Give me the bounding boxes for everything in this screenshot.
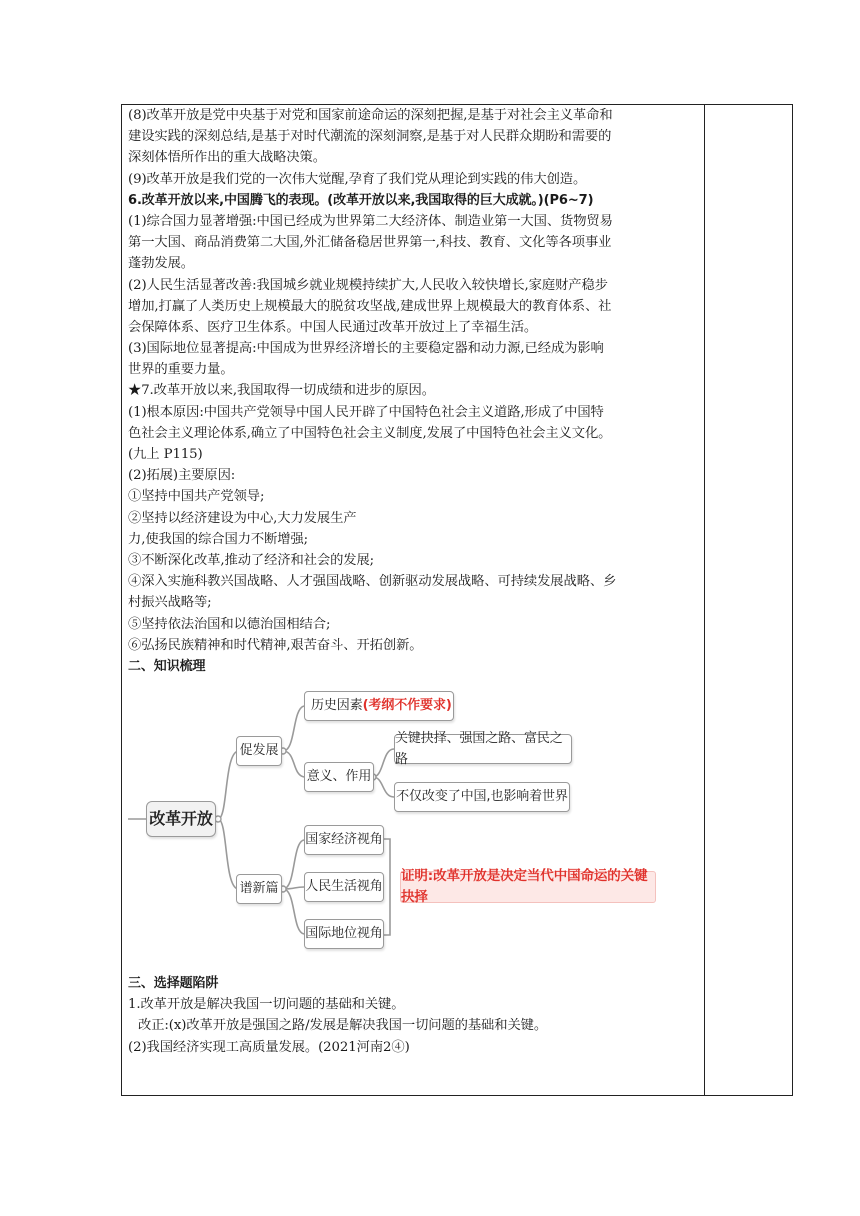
text-line: (2)人民生活显著改善:我国城乡就业规模持续扩大,人民收入较快增长,家庭财产稳步 xyxy=(128,277,608,293)
text-line: (3)国际地位显著提高:中国成为世界经济增长的主要稳定器和动力源,已经成为影响 xyxy=(128,341,604,357)
text-line: 建设实践的深刻总结,是基于对时代潮流的深刻洞察,是基于对人民群众期盼和需要的 xyxy=(128,129,612,145)
text-line: 会保障体系、医疗卫生体系。中国人民通过改革开放过上了幸福生活。 xyxy=(128,319,538,335)
heading-6: 6.改革开放以来,中国腾飞的表现。(改革开放以来,我国取得的巨大成就。)(P6~7) xyxy=(128,192,594,208)
mindmap-branch-new-chapter: 谱新篇 xyxy=(236,874,282,904)
text-line: 1.改革开放是解决我国一切问题的基础和关键。 xyxy=(128,997,405,1013)
mindmap-root: 改革开放 xyxy=(146,801,216,837)
text-line: 第一大国、商品消费第二大国,外汇储备稳居世界第一,科技、教育、文化等各项事业 xyxy=(128,235,612,251)
text-line: 改正:(x)改革开放是强国之路/发展是解决我国一切问题的基础和关键。 xyxy=(138,1018,548,1034)
mindmap-history-node xyxy=(304,691,454,721)
history-label: 历史因素 xyxy=(311,698,363,714)
text-line: ③不断深化改革,推动了经济和社会的发展; xyxy=(128,552,375,568)
text-line: 深刻体悟所作出的重大战略决策。 xyxy=(128,150,326,166)
mindmap-meaning-item-1: 关键抉择、强国之路、富民之路 xyxy=(394,734,572,764)
text-line: 世界的重要力量。 xyxy=(128,362,234,378)
text-line: ①坚持中国共产党领导; xyxy=(128,489,265,505)
text-line: (2)拓展)主要原因: xyxy=(128,468,236,484)
mindmap-view-economy: 国家经济视角 xyxy=(304,825,384,855)
column-divider xyxy=(704,105,705,1095)
text-line: 色社会主义理论体系,确立了中国特色社会主义制度,发展了中国特色社会主义文化。 xyxy=(128,425,612,441)
text-line: ④深入实施科教兴国战略、人才强国战略、创新驱动发展战略、可持续发展战略、乡 xyxy=(128,574,617,590)
page-table xyxy=(121,104,793,1096)
text-line: (8)改革开放是党中央基于对党和国家前途命运的深刻把握,是基于对社会主义革命和 xyxy=(128,108,613,123)
mindmap-view-international: 国际地位视角 xyxy=(304,919,384,949)
mindmap-branch-promote: 促发展 xyxy=(236,736,282,766)
text-line: ⑤坚持依法治国和以德治国相结合; xyxy=(128,616,331,632)
text-line: (9)改革开放是我们党的一次伟大觉醒,孕育了我们党从理论到实践的伟大创造。 xyxy=(128,171,587,187)
text-line: 蓬勃发展。 xyxy=(128,256,194,272)
mindmap-meaning-item-2: 不仅改变了中国,也影响着世界 xyxy=(394,782,570,812)
text-line: ⑥弘扬民族精神和时代精神,艰苦奋斗、开拓创新。 xyxy=(128,637,423,653)
mindmap-proof-statement: 证明:改革开放是决定当代中国命运的关键抉择 xyxy=(400,871,656,903)
heading-7: ★7.改革开放以来,我国取得一切成绩和进步的原因。 xyxy=(128,383,435,399)
text-line: (1)根本原因:中国共产党领导中国人民开辟了中国特色社会主义道路,形成了中国特 xyxy=(128,404,604,420)
text-line: 增加,打赢了人类历史上规模最大的脱贫攻坚战,建成世界上规模最大的教育体系、社 xyxy=(128,298,612,314)
text-line: 村振兴战略等; xyxy=(128,595,212,611)
section-2-title: 二、知识梳理 xyxy=(128,658,206,674)
knowledge-mindmap xyxy=(128,679,658,967)
main-content xyxy=(128,105,700,1058)
history-note: (考纲不作要求) xyxy=(362,698,452,714)
section-3-title: 三、选择题陷阱 xyxy=(128,976,219,992)
text-line: (2)我国经济实现工高质量发展。(2021河南2④) xyxy=(128,1039,410,1055)
mindmap-meaning-node: 意义、作用 xyxy=(304,762,374,792)
text-line: ②坚持以经济建设为中心,大力发展生产 xyxy=(128,510,357,526)
text-line: 力,使我国的综合国力不断增强; xyxy=(128,531,309,547)
text-line: (1)综合国力显著增强:中国已经成为世界第二大经济体、制造业第一大国、货物贸易 xyxy=(128,213,613,229)
text-line: (九上 P115) xyxy=(128,447,203,462)
mindmap-view-livelihood: 人民生活视角 xyxy=(304,872,384,902)
